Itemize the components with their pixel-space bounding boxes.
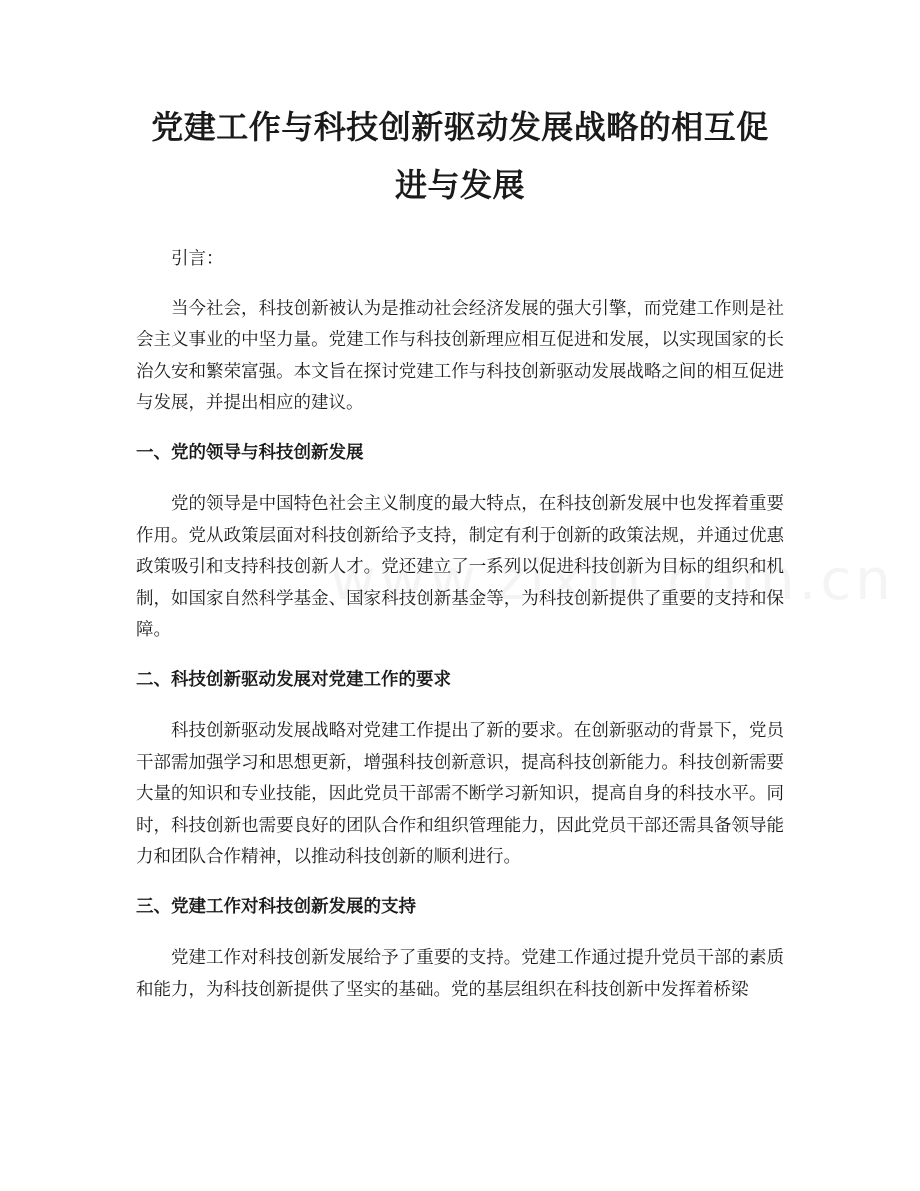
intro-label: 引言： xyxy=(171,249,224,269)
section-paragraph-3: 党建工作对科技创新发展给予了重要的支持。党建工作通过提升党员干部的素质和能力，为科技创新提供了坚实的基础。党的基层组织在科技创新中发挥着桥梁 xyxy=(136,948,784,1000)
title-line-1: 党建工作与科技创新驱动发展战略的相互促 xyxy=(151,108,769,146)
section-heading-1: 一、党的领导与科技创新发展 xyxy=(136,442,364,463)
section-heading-3: 三、党建工作对科技创新发展的支持 xyxy=(136,896,416,917)
section-heading-2: 二、科技创新驱动发展对党建工作的要求 xyxy=(136,669,451,690)
section-paragraph-1: 党的领导是中国特色社会主义制度的最大特点，在科技创新发展中也发挥着重要作用。党从政策层面对科技创新给予支持，制定有利于创新的政策法规，并通过优惠政策吸引和支持科技创新人才。党还建立了一系列以促进科技创新为目标的组织和机制，如国家自然科学基金、国家科技创新基金等，为科技创新提供了重要的支持和保障。 xyxy=(136,494,784,640)
section-paragraph-2: 科技创新驱动发展战略对党建工作提出了新的要求。在创新驱动的背景下，党员干部需加强学习和思想更新，增强科技创新意识，提高科技创新能力。科技创新需要大量的知识和专业技能，因此党员干部需不断学习新知识，提高自身的科技水平。同时，科技创新也需要良好的团队合作和组织管理能力，因此党员干部还需具备领导能力和团队合作精神，以推动科技创新的顺利进行。 xyxy=(136,721,784,867)
document-title xyxy=(136,98,784,214)
title-line-2: 进与发展 xyxy=(394,166,525,204)
intro-paragraph: 当今社会，科技创新被认为是推动社会经济发展的强大引擎，而党建工作则是社会主义事业的中坚力量。党建工作与科技创新理应相互促进和发展，以实现国家的长治久安和繁荣富强。本文旨在探讨党建工作与科技创新驱动发展战略之间的相互促进与发展，并提出相应的建议。 xyxy=(136,298,784,413)
